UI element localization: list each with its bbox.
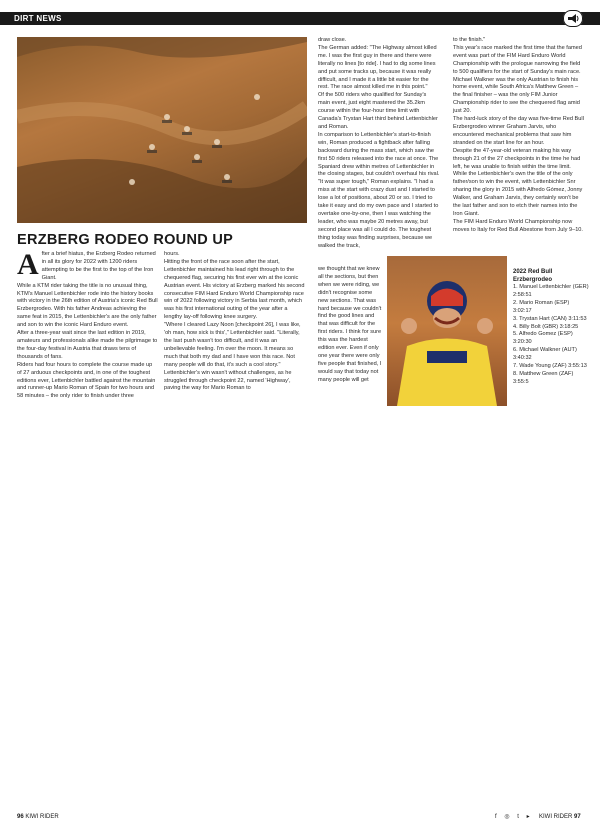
magazine-name-left: KIWI RIDER xyxy=(25,814,59,820)
results-title-line1: 2022 Red Bull xyxy=(513,269,553,275)
article-column-3 xyxy=(318,37,440,250)
hero-photo xyxy=(17,37,307,223)
article-column-2 xyxy=(164,251,305,393)
results-item: 8. Matthew Green (ZAF) 3:55:5 xyxy=(513,370,574,385)
results-title-line2: Erzbergrodeo xyxy=(513,277,553,283)
paragraph: to the finish." xyxy=(453,37,486,43)
paragraph: After a three-year wait since the last edition in 2019, amateurs and professionals alike made the pilgrimage to the four-day festival in Austria that draws tens of thousands of fans. xyxy=(17,330,158,360)
social-icons xyxy=(495,813,533,820)
header-band xyxy=(0,12,600,25)
results-item: 3. Trystan Hart (CAN) 3:11:53 xyxy=(513,315,587,322)
results-item: 6. Michael Walkner (AUT) 3:40:32 xyxy=(513,347,577,362)
megaphone-icon xyxy=(563,10,583,27)
page-number-left: 96 xyxy=(17,814,24,820)
page-header xyxy=(0,0,600,36)
paragraph: "It was super tough," Roman explains. "I had a miss at the start with crazy dust and I started to lose a lot of positions, about 20 or so. I tried to take it easy and do my own pace and I started to overtake one-by-one, then I was watching the leader, who was maybe 20 metres away, but second place was all I could do. The toughest thing today was finding surprises, because we walked the track, xyxy=(318,179,439,249)
facebook-icon: f xyxy=(495,814,500,820)
article-column-1 xyxy=(17,248,158,401)
article-title: ERZBERG RODEO ROUND UP xyxy=(17,232,234,248)
paragraph: Despite the 47-year-old veteran making his way through 21 of the 27 checkpoints in the time he had left, he was unable to finish within the time limit. xyxy=(453,147,581,170)
twitter-icon: t xyxy=(517,814,522,820)
youtube-icon: ▸ xyxy=(526,814,533,820)
paragraph: draw close. xyxy=(318,37,347,43)
footer-left xyxy=(17,814,59,820)
article-column-3-narrow xyxy=(318,266,383,385)
paragraph: we thought that we knew all the sections, but then when we were riding, we didn't recognise some new sections. That was hard because we couldn't find the good lines and that was difficult for the first riders. I think for sure this was the hardest edition ever. Even if only one year there were only five people that finished, I would say that today not many people will get xyxy=(318,266,382,383)
drop-cap: A xyxy=(17,248,39,281)
magazine-name-right: KIWI RIDER xyxy=(539,814,573,820)
section-label: DIRT NEWS xyxy=(14,14,62,23)
paragraph: The German added: "The Highway almost killed me. I was the first guy in there and there were literally no lines [to ride]. I had to dig some lines and put some tracks up, because it was really difficult, and I made it a little bit easier for the rest. The race almost killed me in this point." xyxy=(318,44,437,91)
results-item: 4. Billy Bolt (GBR) 3:18:25 xyxy=(513,323,579,330)
article-column-4 xyxy=(453,37,584,235)
instagram-icon: ◎ xyxy=(504,814,513,820)
page-footer xyxy=(0,405,600,820)
paragraph: While a KTM rider taking the title is no unusual thing, KTM's Manuel Lettenbichler rode into the history books with victory in the 26th edition of Austria's iconic Red Bull Erzbergrodeo. With his father Andreas achieving the same feat in 2015, the Lettenbichler's are the only father and son to win the iconic Hard Enduro event. xyxy=(17,282,158,329)
paragraph: fter a brief hiatus, the Erzberg Rodeo returned in all its glory for 2022 with 1200 riders attempting to be the first to the top of the Iron Giant. xyxy=(41,251,156,281)
paragraph: While the Lettenbichler's own the title of the only father/son to win the event, with Lettenbichler Snr sharing the glory in 2015 with Alfredo Gómez, Jonny Walker, and Graham Jarvis, they certainly won't be the last father and son to etch their names into the Iron Giant. xyxy=(453,171,583,217)
paragraph: "Where I cleared Lazy Noon [checkpoint 26], I was like, 'oh man, how sick is this'," Lettenbichler said. "Literally, the last push wasn't too difficult, and it was an unbelievable feeling. I'm over the moon. It means so much that both my dad and I have won this race. Not many people will do that, it's such a cool story." xyxy=(164,322,301,368)
paragraph: Of the 500 riders who qualified for Sunday's main event, just eight mastered the 35.2km course within the four-hour time limit with Canada's Trystan Hart third behind Lettenbichler and Roman. xyxy=(318,92,438,130)
paragraph: This year's race marked the first time that the famed event was part of the FIM Hard Enduro World Championship with the prologue narrowing the field to 500 qualifiers for the start of Sunday's main race. xyxy=(453,44,582,75)
footer-right xyxy=(539,814,581,820)
paragraph: In comparison to Lettenbichler's start-to-finish win, Roman produced a fightback after falling backward during the mass start, which saw the first 50 riders released into the race at once. The Spaniard drew within metres of Lettenbichler in the closing stages, but couldn't overhaul his rival. xyxy=(318,131,440,178)
results-item: 2. Mario Roman (ESP) 3:02:17 xyxy=(513,299,570,314)
results-item: 5. Alfredo Gomez (ESP) 3:20:30 xyxy=(513,331,573,346)
paragraph: hours. xyxy=(164,251,180,257)
paragraph: The FIM Hard Enduro World Championship now moves to Italy for Red Bull Abestone from July 9–10. xyxy=(453,218,583,233)
paragraph: Hitting the front of the race soon after the start, Lettenbichler maintained his lead right through to the chequered flag, securing his first ever win at the iconic Austrian event. His victory at Erzberg marked his second consecutive FIM Hard Enduro World Championship race win of 2022 following victory in Serbia last month, which was his first international outing of the year after a lengthy lay-off following knee surgery. xyxy=(164,258,305,321)
rider-photo xyxy=(387,256,507,406)
paragraph: Michael Walkner was the only Austrian to finish his home event, while South Africa's Matthew Green – the final finisher – was the only FIM Junior Championship rider to see the chequered flag amid just 20. xyxy=(453,76,580,115)
results-item: 7. Wade Young (ZAF) 3:55:13 xyxy=(513,363,587,370)
paragraph: Riders had four hours to complete the course made up of 27 arduous checkpoints and, in one of the toughest editions ever, Lettenbichler battled against the mountain and runner-up Mario Roman of Spain for two hours and 58 minutes – the only rider to finish under three xyxy=(17,361,156,400)
paragraph: The hard-luck story of the day was five-time Red Bull Erzbergrodeo winner Graham Jarvis, who encountered mechanical problems that saw him stranded on the start line for an hour. xyxy=(453,116,584,146)
page-number-right: 97 xyxy=(574,814,581,820)
results-box xyxy=(513,268,589,387)
results-list xyxy=(513,284,589,387)
results-item: 1. Manuel Lettenbichler (GER) 2:58:51 xyxy=(513,284,589,298)
paragraph: Lettenbichler's win wasn't without challenges, as he struggled through checkpoint 22, named 'Highway', paving the way for Mario Roman to xyxy=(164,369,292,392)
